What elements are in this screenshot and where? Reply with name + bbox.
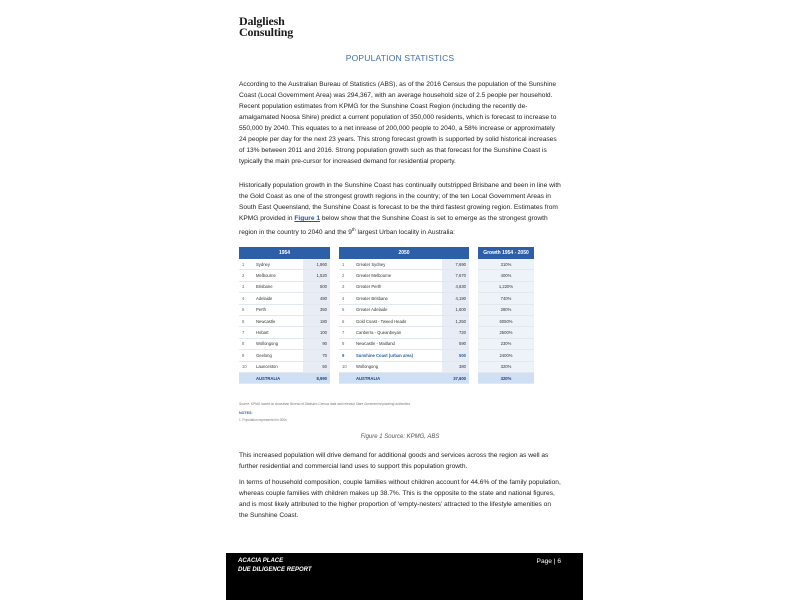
growth-cell: 320%	[478, 361, 534, 372]
population-cell: 1,520	[303, 270, 330, 281]
city-cell: Greater Melbourne	[353, 270, 442, 281]
table-row	[339, 259, 469, 270]
para2-text-b: below show that the Sunshine Coast is set to emerge as the strongest growth region in the country to 2040 and the 9	[239, 215, 548, 237]
city-cell: Launceston	[253, 361, 303, 372]
city-cell: Newcastle - Maitland	[353, 338, 442, 349]
logo-line-2: Consulting	[239, 25, 294, 39]
rank-cell: 8	[239, 338, 253, 349]
table-row	[478, 361, 534, 372]
para2-text-a: Historically population growth in the Sunshine Coast has continually outstripped Brisbane and been in line with the Gold Coast as one of the strongest growth regions in the country; of the ten Local Government Areas in South East Queensland, the Sunshine Coast is forecast to be the third fastest growing region. Estimates from KPMG provided in	[239, 182, 561, 222]
rank-cell: 4	[239, 293, 253, 304]
figure-caption: Figure 1 Source: KPMG, ABS	[360, 434, 440, 440]
table-row	[239, 327, 330, 338]
city-cell: Greater Perth	[353, 281, 442, 292]
city-cell: Melbourne	[253, 270, 303, 281]
growth-cell: 280%	[478, 304, 534, 315]
population-cell: 7,670	[442, 270, 469, 281]
table-row	[478, 304, 534, 315]
rank-cell: 7	[339, 327, 353, 338]
population-cell: 50	[303, 361, 330, 372]
total-row	[478, 372, 534, 383]
rank-cell: 5	[239, 304, 253, 315]
population-cell: 100	[303, 327, 330, 338]
rank-cell: 2	[339, 270, 353, 281]
table-2050	[339, 247, 469, 384]
blank-cell	[339, 372, 353, 383]
figure-source-note: Source: KPMG based on Australian Bureau of Statistics Census data and relevant State Government planning authorities	[239, 402, 411, 406]
population-cell: 7,690	[442, 259, 469, 270]
population-cell: 1,250	[442, 315, 469, 326]
paragraph-demand: This increased population will drive demand for additional goods and services across the region as well as further residential and commercial land uses to support this population growth.	[239, 452, 549, 470]
population-cell: 500	[442, 350, 469, 361]
city-cell: Geelong	[253, 350, 303, 361]
growth-cell: 230%	[478, 338, 534, 349]
rank-cell: 9	[339, 350, 353, 361]
figure-note-1: 1. Population represented in 000s	[239, 418, 287, 422]
table-row	[339, 327, 469, 338]
table-row	[339, 350, 469, 361]
population-cell: 90	[303, 338, 330, 349]
rank-cell: 7	[239, 327, 253, 338]
page-number: Page | 6	[536, 558, 561, 565]
city-cell: Brisbane	[253, 281, 303, 292]
table-row	[239, 361, 330, 372]
population-cell: 1,860	[303, 259, 330, 270]
rank-cell: 1	[239, 259, 253, 270]
population-cell: 4,630	[442, 281, 469, 292]
table-row	[239, 270, 330, 281]
footer-project-name: ACACIA PLACE	[238, 558, 284, 564]
population-cell: 180	[303, 315, 330, 326]
total-label-cell: AUSTRALIA	[353, 372, 442, 383]
rank-cell: 3	[239, 281, 253, 292]
table-row	[339, 281, 469, 292]
rank-cell: 10	[339, 361, 353, 372]
table-row	[239, 281, 330, 292]
table-row	[239, 315, 330, 326]
growth-total-cell: 320%	[478, 372, 534, 383]
table-row	[339, 270, 469, 281]
population-cell: 350	[303, 304, 330, 315]
rank-cell: 5	[339, 304, 353, 315]
population-cell: 4,190	[442, 293, 469, 304]
paragraph-population-intro: According to the Australian Bureau of Statistics (ABS), as of the 2016 Census the population of the Sunshine Coast (Local Government Area) was 294,367, with an average household size of 2.5 people per household. Recent population estimates from KPMG for the Sunshine Coast Region (including the recently de-amalgamated Noosa Shire) predict a current population of 350,000 residents, which is forecast to increase to 550,000 by 2040. This equates to a net inrease of 200,000 people to 2040, a 58% increase or approximately 24 people per day for the next 23 years. This strong forecast growth is supported by solid historical increases of 13% between 2011 and 2016. Strong population growth such as that forecast for the Sunshine Coast is typically the main pre-cursor for increased demand for residential property.	[239, 81, 557, 165]
logo-line-1: Dalgliesh	[239, 14, 285, 28]
total-label-cell: AUSTRALIA	[253, 372, 303, 383]
rank-cell: 6	[239, 315, 253, 326]
table-2050-header: 2050	[339, 247, 469, 259]
rank-cell: 2	[239, 270, 253, 281]
city-cell: Newcastle	[253, 315, 303, 326]
table-row	[339, 293, 469, 304]
city-cell: Hobart	[253, 327, 303, 338]
growth-cell: 400%	[478, 270, 534, 281]
growth-cell: 310%	[478, 259, 534, 270]
figure-1-population-tables	[239, 247, 537, 427]
rank-cell: 6	[339, 315, 353, 326]
table-1954-header: 1954	[239, 247, 330, 259]
growth-cell: 2500%	[478, 327, 534, 338]
table-row	[478, 259, 534, 270]
rank-cell: 4	[339, 293, 353, 304]
growth-cell: 740%	[478, 293, 534, 304]
city-cell: Perth	[253, 304, 303, 315]
section-title: POPULATION STATISTICS	[345, 53, 455, 63]
population-cell: 720	[442, 327, 469, 338]
table-row	[478, 327, 534, 338]
blank-cell	[239, 372, 253, 383]
population-cell: 70	[303, 350, 330, 361]
para2-superscript: th	[351, 227, 356, 232]
table-row	[339, 304, 469, 315]
table-row	[239, 259, 330, 270]
rank-cell: 10	[239, 361, 253, 372]
table-row	[478, 338, 534, 349]
table-1954	[239, 247, 330, 384]
city-cell: Canberra - Queanbeyan	[353, 327, 442, 338]
table-row	[239, 304, 330, 315]
paragraph-household-composition: In terms of household composition, couple families without children account for 44.6% of the family population, whereas couple families with children makes up 38.7%. This is the opposite to the state and national figures, and is most likely attributed to the higher proportion of ‘empty-nesters’ attracted to the lifestyle amenities on the Sunshine Coast.	[239, 479, 561, 519]
table-row	[239, 350, 330, 361]
figure-1-link[interactable]: Figure 1	[294, 215, 320, 222]
city-cell: Greater Brisbane	[353, 293, 442, 304]
total-row	[339, 372, 469, 383]
table-row	[239, 293, 330, 304]
population-cell: 480	[303, 293, 330, 304]
table-row	[478, 350, 534, 361]
growth-cell: 2400%	[478, 350, 534, 361]
company-logo	[239, 16, 293, 38]
population-cell: 380	[442, 361, 469, 372]
population-cell: 500	[303, 281, 330, 292]
table-row	[239, 338, 330, 349]
rank-cell: 1	[339, 259, 353, 270]
footer-report-name: DUE DILIGENCE REPORT	[238, 567, 312, 573]
rank-cell: 8	[339, 338, 353, 349]
population-cell: 590	[442, 338, 469, 349]
figure-notes-label: NOTES:	[239, 411, 253, 415]
table-row	[478, 281, 534, 292]
para2-text-c: largest Urban locality in Australia:	[355, 229, 456, 237]
rank-cell: 3	[339, 281, 353, 292]
page-footer	[226, 553, 583, 600]
table-growth	[478, 247, 534, 384]
city-cell: Wollongong	[253, 338, 303, 349]
rank-cell: 9	[239, 350, 253, 361]
city-cell: Adelaide	[253, 293, 303, 304]
city-cell: Gold Coast - Tweed Heads	[353, 315, 442, 326]
paragraph-historical-growth	[239, 180, 561, 238]
city-cell: Wollongong	[353, 361, 442, 372]
table-row	[478, 270, 534, 281]
total-row	[239, 372, 330, 383]
city-cell: Sunshine Coast (urban area)	[353, 350, 442, 361]
total-population-cell: 37,600	[442, 372, 469, 383]
table-row	[478, 293, 534, 304]
city-cell: Sydney	[253, 259, 303, 270]
growth-cell: 1,220%	[478, 281, 534, 292]
city-cell: Greater Sydney	[353, 259, 442, 270]
table-row	[478, 315, 534, 326]
total-population-cell: 8,990	[303, 372, 330, 383]
table-row	[339, 315, 469, 326]
table-row	[339, 338, 469, 349]
table-growth-header: Growth 1954 - 2050	[478, 247, 534, 259]
table-row	[339, 361, 469, 372]
population-cell: 1,600	[442, 304, 469, 315]
growth-cell: 6050%	[478, 315, 534, 326]
city-cell: Greater Adelaide	[353, 304, 442, 315]
